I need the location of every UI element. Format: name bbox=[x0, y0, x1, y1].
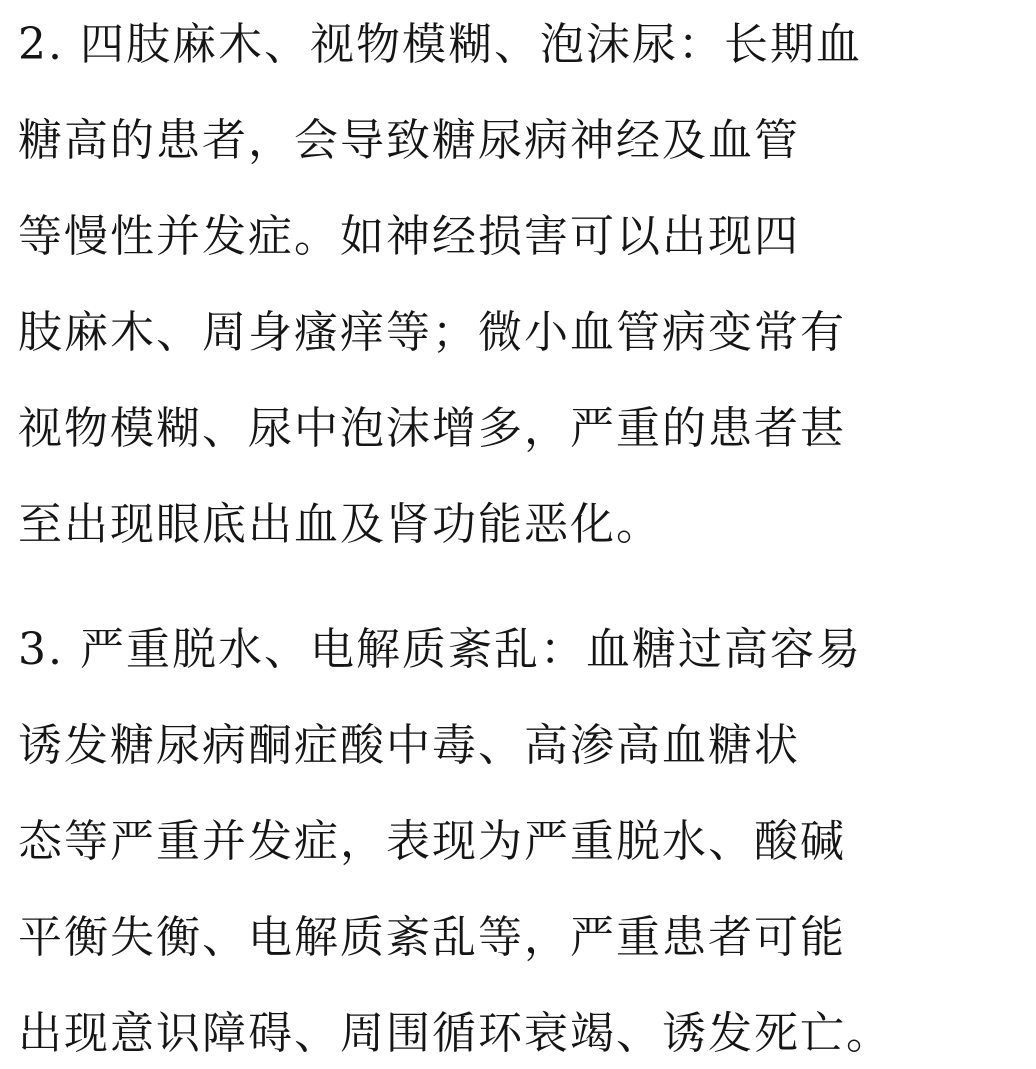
text-line: 态等严重并发症，表现为严重脱水、酸碱 bbox=[18, 816, 846, 867]
text-line: 诱发糖尿病酮症酸中毒、高渗高血糖状 bbox=[18, 720, 800, 771]
text-line: 至出现眼底出血及肾功能恶化。 bbox=[18, 499, 662, 550]
text-line: 3. 严重脱水、电解质紊乱：血糖过高容易 bbox=[18, 624, 862, 675]
text-line: 出现意识障碍、周围循环衰竭、诱发死亡。 bbox=[18, 1008, 892, 1059]
text-line: 肢麻木、周身瘙痒等；微小血管病变常有 bbox=[18, 307, 846, 358]
text-line: 2. 四肢麻木、视物模糊、泡沫尿：长期血 bbox=[18, 19, 862, 70]
text-line: 糖高的患者，会导致糖尿病神经及血管 bbox=[18, 115, 800, 166]
text-line: 视物模糊、尿中泡沫增多，严重的患者甚 bbox=[18, 403, 846, 454]
text-line: 平衡失衡、电解质紊乱等，严重患者可能 bbox=[18, 912, 846, 963]
text-line: 等慢性并发症。如神经损害可以出现四 bbox=[18, 211, 800, 262]
